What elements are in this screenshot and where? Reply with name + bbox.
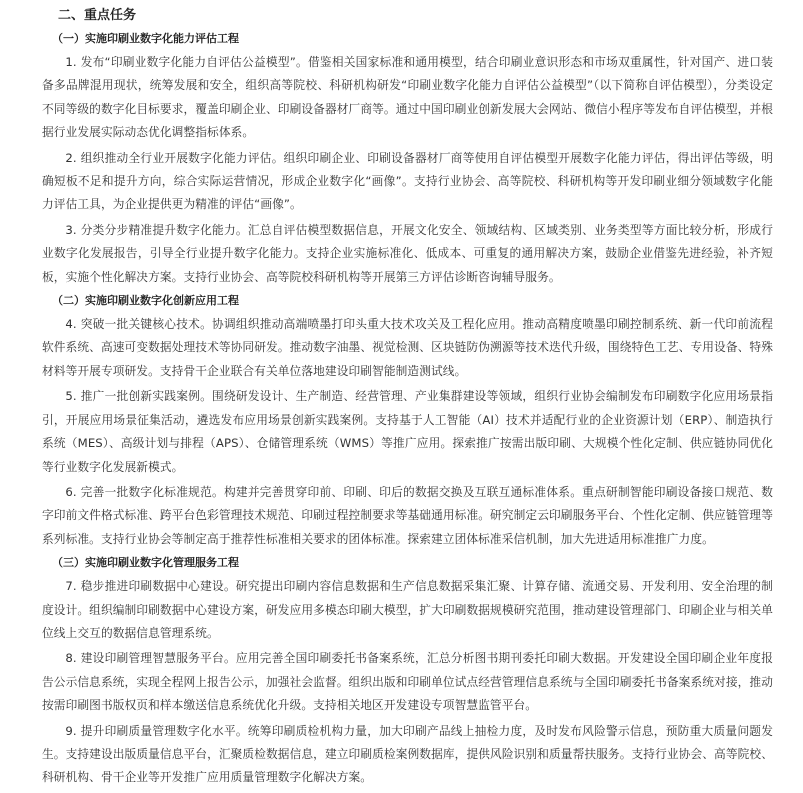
paragraph-6: 6. 完善一批数字化标准规范。构建并完善贯穿印前、印刷、印后的数据交换及互联互通标准体系。重点研制智能印刷设备接口规范、数字印前文件格式标准、跨平台色彩管理技术规范、印刷过程控制要求等基础通用标准。研究制定云印刷服务平台、个性化定制、供应链管理等系列标准。支持行业协会等制定高于推荐性标准相关要求的团体标准。探索建立团体标准采信机制，加大先进适用标准推广力度。 xyxy=(42,484,773,546)
paragraph-3: 3. 分类分步精准提升数字化能力。汇总自评估模型数据信息，开展文化安全、领域结构、区域类别、业务类型等方面比较分析，形成行业数字化发展报告，引导全行业提升数字化能力。支持企业实施标准化、低成本、可重复的通用解决方案，鼓励企业借鉴先进经验，补齐短板，实施个性化解决方案。支持行业协会、高等院校科研机构等开展第三方评估诊断咨询辅导服务。 xyxy=(42,222,773,284)
subsection-3 xyxy=(42,553,773,790)
paragraph-4: 4. 突破一批关键核心技术。协调组织推动高端喷墨打印头重大技术攻关及工程化应用。推动高精度喷墨印刷控制系统、新一代印前流程软件系统、高速可变数据处理技术等协同研发。推动数字油墨、视觉检测、区块链防伪溯源等技术迭代升级，围绕特色工艺、专用设备、特殊材料等开展专项研发。支持骨干企业联合有关单位落地建设印刷智能制造测试线。 xyxy=(42,317,773,378)
subsection-1 xyxy=(42,29,773,289)
subsection-title: （二）实施印刷业数字化创新应用工程 xyxy=(52,294,239,308)
paragraph-9: 9. 提升印刷质量管理数字化水平。统筹印刷质检机构力量，加大印刷产品线上抽检力度，及时发布风险警示信息，预防重大质量问题发生。支持建设出版质量信息平台，汇聚质检数据信息，建立印刷质检案例数据库，提供风险识别和质量帮扶服务。支持行业协会、高等院校、科研机构、骨干企业等开发推广应用质量管理数字化解决方案。 xyxy=(42,723,773,785)
paragraph-7: 7. 稳步推进印刷数据中心建设。研究提出印刷内容信息数据和生产信息数据采集汇聚、计算存储、流通交易、开发利用、安全治理的制度设计。组织编制印刷数据中心建设方案，研发应用多模态印刷大模型，扩大印刷数据规模研究范围，推动建设管理部门、印刷企业与相关单位线上交互的数据信息管理系统。 xyxy=(42,579,773,640)
subsection-title: （一）实施印刷业数字化能力评估工程 xyxy=(52,32,239,45)
paragraph-5: 5. 推广一批创新实践案例。围绕研发设计、生产制造、经营管理、产业集群建设等领域，组织行业协会编制发布印刷数字化应用场景指引，开展应用场景征集活动，遴选发布应用场景创新实践案例。支持基于人工智能（AI）技术并适配行业的企业资源计划（ERP）、制造执行系统（MES）、高级计划与排程（APS）、仓储管理系统（WMS）等推广应用。探索推广按需出版印刷、大规模个性化定制、供应链协同优化等行业数字化发展新模式。 xyxy=(42,389,773,474)
paragraph-8: 8. 建设印刷管理智慧服务平台。应用完善全国印刷委托书备案系统，汇总分析图书期刊委托印刷大数据。开发建设全国印刷企业年度报告公示信息系统，实现全程网上报告公示，加强社会监督。组织出版和印刷单位试点经营管理信息系统与全国印刷委托书备案系统对接，推动按需印刷图书版权页和样本缴送信息系统优化升级。支持相关地区开发建设专项智慧监管平台。 xyxy=(42,651,773,713)
subsection-title: （三）实施印刷业数字化管理服务工程 xyxy=(52,556,239,570)
subsection-2 xyxy=(42,291,773,551)
paragraph-1: 1. 发布“印刷业数字化能力自评估公益模型”。借鉴相关国家标准和通用模型，结合印刷业意识形态和市场双重属性，针对国产、进口装备多品牌混用现状，统筹发展和安全，组织高等院校、科研机构研发“印刷业数字化能力自评估公益模型”（以下简称自评估模型），分类设定不同等级的数字化目标要求，覆盖印刷企业、印刷设备器材厂商等。通过中国印刷业创新发展大会网站、微信小程序等发布自评估模型，并根据行业发展实际动态优化调整指标体系。 xyxy=(42,55,773,140)
section-heading: 二、重点任务 xyxy=(58,8,137,23)
paragraph-2: 2. 组织推动全行业开展数字化能力评估。组织印刷企业、印刷设备器材厂商等使用自评估模型开展数字化能力评估，得出评估等级，明确短板不足和提升方向，综合实际运营情况，形成企业数字化“画像”。支持行业协会、高等院校、科研机构等开发印刷业细分领域数字化能力评估工具，为企业提供更为精准的评估“画像”。 xyxy=(42,150,773,212)
